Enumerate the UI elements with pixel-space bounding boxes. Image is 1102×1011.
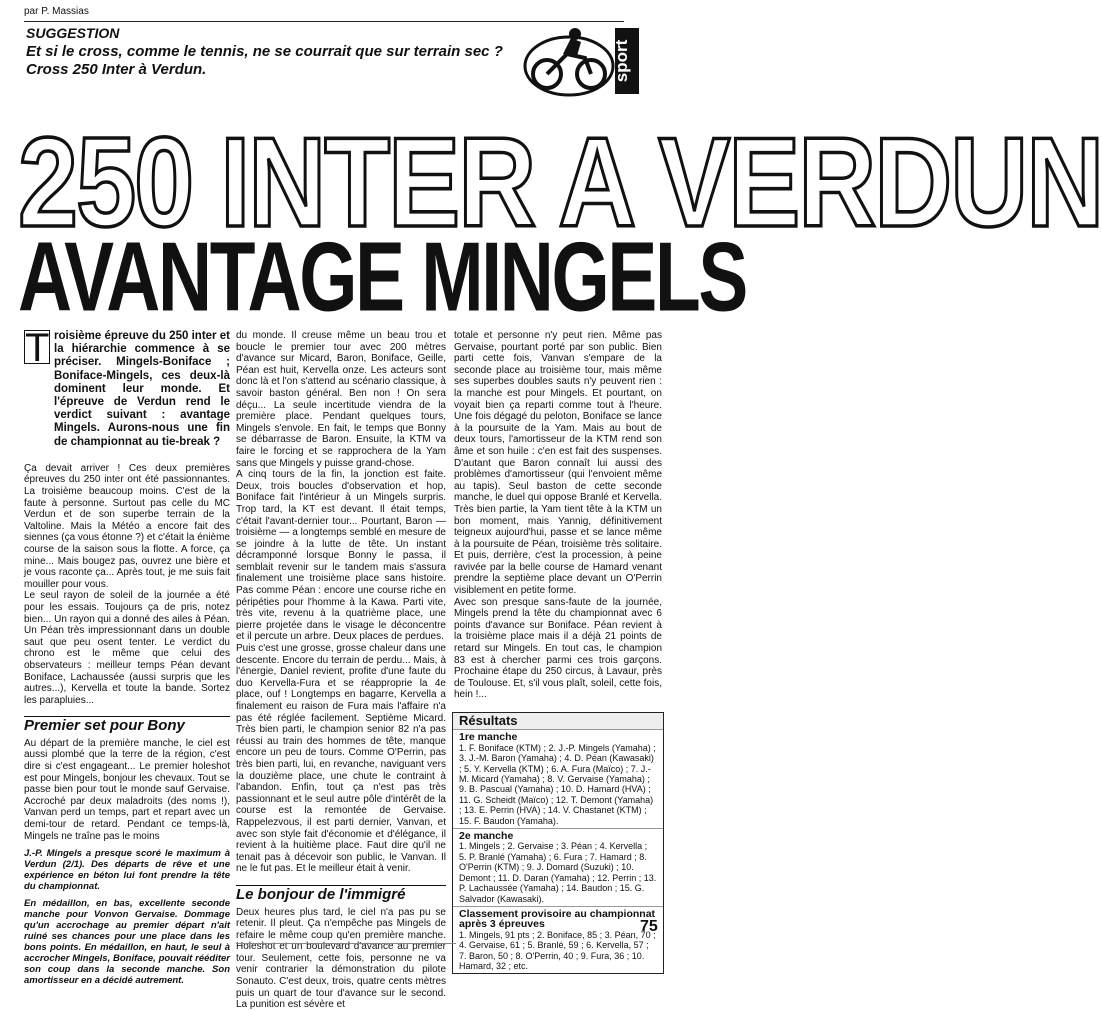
paragraph: Au départ de la première manche, le ciel est aussi plombé que la terre de la région, c'est dire si c'est engageant... Le premier holeshot est pour Mingels, bonjour les chevaux. Tout se passe bien pour tout le monde sauf Gervaise. Accroché par deux maladroits (des noms !), Vanvan perd un temps, part et repart avec un demi-tour de retard. Pendant ce temps-là, Mingels ne traîne pas le moins	[24, 737, 230, 842]
second-heat-results: 1. Mingels ; 2. Gervaise ; 3. Péan ; 4. Kervella ; 5. P. Branlé (Yamaha) ; 6. Fura ; 7. Hamard ; 8. O'Perrin (KTM) ; 9. J. Domard (Suzuki) ; 10. Demont ; 11. D. Daran (Yamaha) ; 12. Perrin ; 13. P. Lachaussée (Yamaha) ; 14. Baudon ; 15. G. Salvador (Kawasaki).	[459, 841, 657, 904]
first-heat-results: 1. F. Boniface (KTM) ; 2. J.-P. Mingels (Yamaha) ; 3. J.-M. Baron (Yamaha) ; 4. D. Péan (Kawasaki) ; 5. Y. Kervella (KTM) ; 6. A. Fura (Maïco) ; 7. J.-M. Micard (Yamaha) ; 8. V. Gervaise (Yamaha) ; 9. B. Pascual (Yamaha) ; 10. D. Hamard (HVA) ; 11. G. Scheidt (Maïco) ; 12. T. Demont (Yamaha) ; 13. E. Perrin (HVA) ; 14. V. Chastanet (KTM) ; 15. F. Baudon (Yamaha).	[459, 742, 656, 826]
bottom-rule	[236, 943, 456, 944]
sport-logo	[523, 24, 641, 97]
standings-list: 1. Mingels, 91 pts ; 2. Boniface, 85 ; 3. Péan, 70 ; 4. Gervaise, 61 ; 5. Branlé, 59 ; 6. Kervella, 57 ; 7. Baron, 50 ; 8. O'Perrin, 40 ; 9. Fura, 36 ; 10. Hamard, 32 ; etc.	[459, 929, 656, 971]
results-first-heat	[453, 729, 663, 828]
results-box	[452, 712, 664, 974]
logo-text: sport	[612, 39, 631, 83]
paragraph: du monde. Il creuse même un beau trou et boucle le premier tour avec 200 mètres d'avance sur Micard, Baron, Boniface, Geille, Péan est huit, Kervella onze. Les acteurs sont donc là et l'on s'attend au scénario classique, à savoir baston général. Ben non ! On sera déçu... La seule incertitude viendra de la première place. Pendant quelques tours, Mingels s'envole. En fait, le temps que Bonny se débarrasse de Baron. Ensuite, la KTM va faire le forcing et se rapprochera de la Yam sans que Mingels y puisse grand-chose.	[236, 330, 446, 469]
suggestion-line1: Et si le cross, comme le tennis, ne se courrait que sur terrain sec ?	[26, 43, 503, 60]
paragraph: Deux heures plus tard, le ciel n'a pas pu se retenir. Il pleut. Ça n'empêche pas Mingels de refaire le même coup qu'en première manche. Holeshot et un boulevard d'avance au premier tour. Seulement, cette fois, personne ne va venir contrarier la démonstration du pilote Sonauto. C'est deux, trois, quatre cents mètres puis un quart de tour d'avance sur le second. La punition est sévère et	[236, 906, 446, 1011]
paragraph: Avec son presque sans-faute de la journée, Mingels prend la tête du championnat avec 6 points d'avance sur Boniface. Péan revient à la troisième place mais il a déjà 21 points de retard sur Mingels. En tout cas, le champion 83 est à chercher parmi ces trois garçons. Prochaine étape du 250 circus, à Lavaur, près de Toulouse. Et, s'il vous plaît, soleil, cette fois, hein !...	[454, 596, 662, 701]
byline: par P. Massias	[24, 6, 89, 17]
section-heading: Le bonjour de l'immigré	[236, 885, 446, 901]
photo-caption: En médaillon, en bas, excellente seconde manche pour Vonvon Gervaise. Dommage qu'un accrochage au premier départ n'ait ruiné ses chances pour une place dans les bons points. En médaillon, en haut, le seul à accrocher Mingels, Boniface, pouvait rééditer son coup dans la seconde manche. Son amortisseur en a décidé autrement.	[24, 898, 230, 987]
subheadline: AVANTAGE MINGELS	[18, 223, 746, 333]
first-heat-title: 1re manche	[459, 731, 518, 744]
headline: 250 INTER A VERDUN	[18, 110, 1102, 254]
second-heat-title: 2e manche	[459, 830, 514, 843]
suggestion-label: SUGGESTION	[26, 25, 120, 41]
lead-block	[24, 326, 230, 449]
paragraph: totale et personne n'y peut rien. Même pas Gervaise, pourtant porté par son public. Bien parti cette fois, Vanvan s'empare de la seconde place au troisième tour, mais même ses superbes doubles sauts n'y peuvent rien : la manche est pour Mingels. Et pourtant, on voyait bien ça reparti comme tout à l'heure. Une fois dégagé du peloton, Boniface se lance à la poursuite de la Yam. Mais au bout de deux tours, l'amortisseur de la KTM rend son âme et son huile : c'en est fait des suspenses. D'autant que Baron connaît lui aussi des problèmes d'amortisseur (qui l'envoient même au tapis). Seul baston de cette seconde manche, le duel qui oppose Branlé et Kervella. Très bien partie, la Yam tient tête à la KTM un bon moment, mais Yannig, définitivement teigneux aujourd'hui, passe et se lance même à la poursuite de Péan, troisième très solitaire. Et puis, derrière, c'est la procession, à peine ravivée par la belle course de Hamard venant prendre la septième place devant un O'Perrin visiblement en petite forme.	[454, 330, 662, 597]
results-title: Résultats	[459, 713, 518, 728]
top-rule	[24, 21, 624, 22]
results-second-heat	[453, 828, 663, 906]
column-2	[236, 330, 446, 1011]
column-1	[24, 326, 230, 987]
paragraph: Ça devait arriver ! Ces deux premières épreuves du 250 inter ont été passionnantes. La troisième beaucoup moins. C'est de la faute à personne. Surtout pas celle du MC Verdun et de son superbe terrain de la Valtoline. Mais la Météo a encore fait des siennes (ça vous étonne ?) et c'était la énième course de la saison sous la flotte. A force, ça mine... Mais bougez pas, ouvrez une bière et je vous raconte ça... Après tout, je me suis fait mouiller pour vous.	[24, 462, 230, 590]
championship-standings	[453, 906, 663, 973]
standings-title: Classement provisoire au championnat après 3 épreuves	[459, 907, 656, 931]
paragraph: Puis c'est une grosse, grosse chaleur dans une descente. Encore du terrain de perdu... Mais, à l'énergie, Daniel revient, profite d'une faute du duo Kervella-Fura et se réapproprie la 4e place, ouf ! Longtemps en bagarre, Kervella a finalement eu raison de Fura mais l'affaire n'a pas été réglée facilement. Septième Micard. Très bien parti, le champion senior 82 n'a pas réussi au train des hommes de tête, manque encore un peu de tours. Comme O'Perrin, pas très bien parti, lui, en revanche, naviguant vers la douzième place, une chute le contraint à l'abandon. Enfin, tout ça n'est pas très passionnant et le seul autre pôle d'intérêt de la course est la remontée de Gervaise. Rappelezvous, il est parti dernier, Vanvan, et avec son style fait d'économie et d'élégance, il revient à la huitième place. Faut dire qu'il ne tenait pas à décevoir son public, le Vanvan. Il ne le fut pas. Et le meilleur était à venir.	[236, 643, 446, 875]
column-3	[454, 330, 662, 701]
section-heading: Premier set pour Bony	[24, 716, 230, 732]
photo-caption: J.-P. Mingels a presque scoré le maximum à Verdun (2/1). Des départs de rêve et une expérience en béton lui font prendre la tête du championnat.	[24, 848, 230, 893]
page-number: 75	[640, 918, 658, 935]
lead-text: roisième épreuve du 250 inter et la hiérarchie commence à se préciser. Mingels-Boniface ; Boniface-Mingels, ces deux-là dominent leur monde. Et l'épreuve de Verdun rend le verdict suivant : avantage Mingels. Aurons-nous une fin de championnat au tie-break ?	[54, 330, 230, 448]
drop-cap: T	[25, 326, 50, 370]
suggestion-line2: Cross 250 Inter à Verdun.	[26, 61, 207, 78]
paragraph: A cinq tours de la fin, la jonction est faite. Deux, trois boucles d'observation et hop, Boniface fait l'intérieur à un Mingels surpris. Trop tard, la KT est devant. Il était temps, c'était l'avant-dernier tour... Pourtant, Baron — troisième — a longtemps semblé en mesure de se joindre à la lutte de tête. Un instant décramponné lorsque Bonny le passa, il semblait revenir sur le tandem mais s'assura finalement une troisième place sans histoire. Pas comme Péan : encore une course riche en péripéties pour l'homme à la Kawa. Parti vite, très vite, revenu à la quatrième place, une pierre projetée dans le visage le déconcentre et il percute un arbre. Deux places de perdues.	[236, 469, 446, 643]
paragraph: Le seul rayon de soleil de la journée a été pour les essais. Toujours ça de pris, notez bien... Un rayon qui a donné des ailes à Péan. Un Péan très impressionnant dans un double saut que peu osent tenter. Le verdict du chrono est le même que celui des observateurs : meilleur temps Péan devant Boniface, Lachaussée (aussi surpris que les autres...), Kervella et toute la bande. Sortez les parapluies...	[24, 590, 230, 706]
